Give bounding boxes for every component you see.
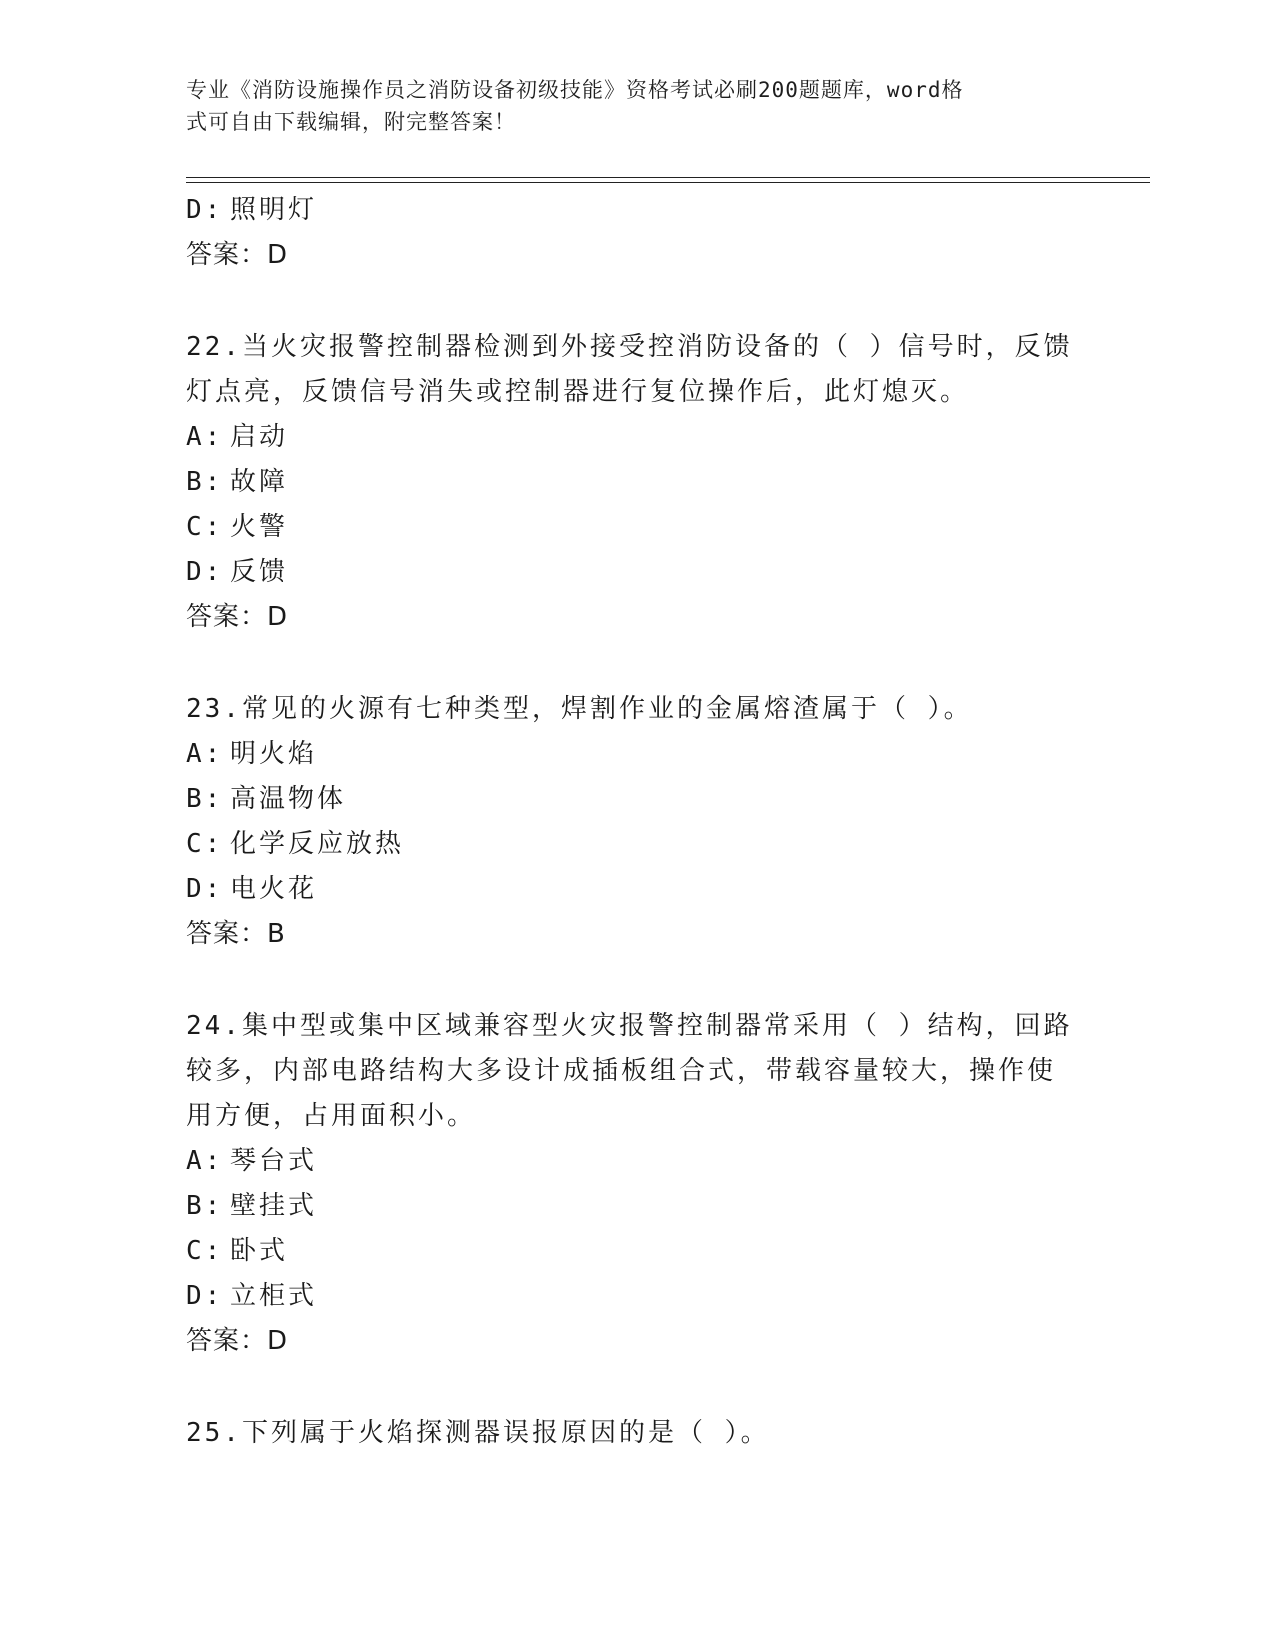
option-text: 高温物体 (230, 784, 347, 814)
option-letter: B: (186, 784, 224, 814)
option-text: 火警 (230, 512, 289, 542)
option-letter: B: (186, 467, 224, 497)
option-text: 立柜式 (230, 1281, 318, 1311)
question-22 (186, 325, 1086, 640)
question-stem-line: 22.当火灾报警控制器检测到外接受控消防设备的（ ）信号时，反馈 (186, 332, 1073, 362)
option-letter: A: (186, 1146, 224, 1176)
page-header (186, 74, 1066, 138)
answer: 答案：D (186, 1326, 289, 1356)
option-text: 壁挂式 (230, 1191, 318, 1221)
option-text: 照明灯 (230, 195, 318, 225)
option-letter: D: (186, 1281, 224, 1311)
option-b (186, 460, 1086, 505)
option-letter: B: (186, 1191, 224, 1221)
question-stem-line: 较多，内部电路结构大多设计成插板组合式，带载容量较大，操作使 (186, 1056, 1057, 1086)
question-stem-line: 23.常见的火源有七种类型，焊割作业的金属熔渣属于（ ）。 (186, 694, 973, 724)
option-letter: C: (186, 1236, 224, 1266)
option-text: 化学反应放热 (230, 829, 405, 859)
option-text: 电火花 (230, 874, 318, 904)
question-stem-line: 用方便，占用面积小。 (186, 1101, 477, 1131)
option-letter: C: (186, 512, 224, 542)
option-a (186, 732, 1086, 777)
option-d (186, 1274, 1086, 1319)
option-d (186, 550, 1086, 595)
prev-answer: 答案：D (186, 240, 289, 270)
question-stem-line: 灯点亮，反馈信号消失或控制器进行复位操作后，此灯熄灭。 (186, 377, 970, 407)
question-stem-line: 24.集中型或集中区域兼容型火灾报警控制器常采用（ ）结构，回路 (186, 1011, 1073, 1041)
question-stem-line: 25.下列属于火焰探测器误报原因的是（ ）。 (186, 1418, 770, 1448)
option-text: 琴台式 (230, 1146, 318, 1176)
option-c (186, 505, 1086, 550)
option-letter: C: (186, 829, 224, 859)
option-c (186, 1229, 1086, 1274)
option-b (186, 777, 1086, 822)
option-text: 启动 (230, 422, 289, 452)
option-text: 明火焰 (230, 739, 318, 769)
option-text: 故障 (230, 467, 289, 497)
option-text: 卧式 (230, 1236, 289, 1266)
option-c (186, 822, 1086, 867)
option-letter: D: (186, 195, 224, 225)
answer: 答案：B (186, 919, 286, 949)
option-a (186, 415, 1086, 460)
option-b (186, 1184, 1086, 1229)
option-letter: A: (186, 739, 224, 769)
header-line-2: 式可自由下载编辑，附完整答案！ (186, 110, 516, 134)
header-line-1: 专业《消防设施操作员之消防设备初级技能》资格考试必刷200题题库，word格 (186, 78, 964, 102)
option-a (186, 1139, 1086, 1184)
question-content (186, 188, 1086, 1456)
question-25 (186, 1411, 1086, 1456)
option-letter: A: (186, 422, 224, 452)
answer: 答案：D (186, 602, 289, 632)
option-text: 反馈 (230, 557, 289, 587)
prev-option-d (186, 188, 1086, 233)
header-divider-top (186, 177, 1150, 178)
question-24 (186, 1004, 1086, 1364)
question-23 (186, 687, 1086, 957)
header-divider-bottom (186, 182, 1150, 183)
option-letter: D: (186, 557, 224, 587)
option-d (186, 867, 1086, 912)
option-letter: D: (186, 874, 224, 904)
